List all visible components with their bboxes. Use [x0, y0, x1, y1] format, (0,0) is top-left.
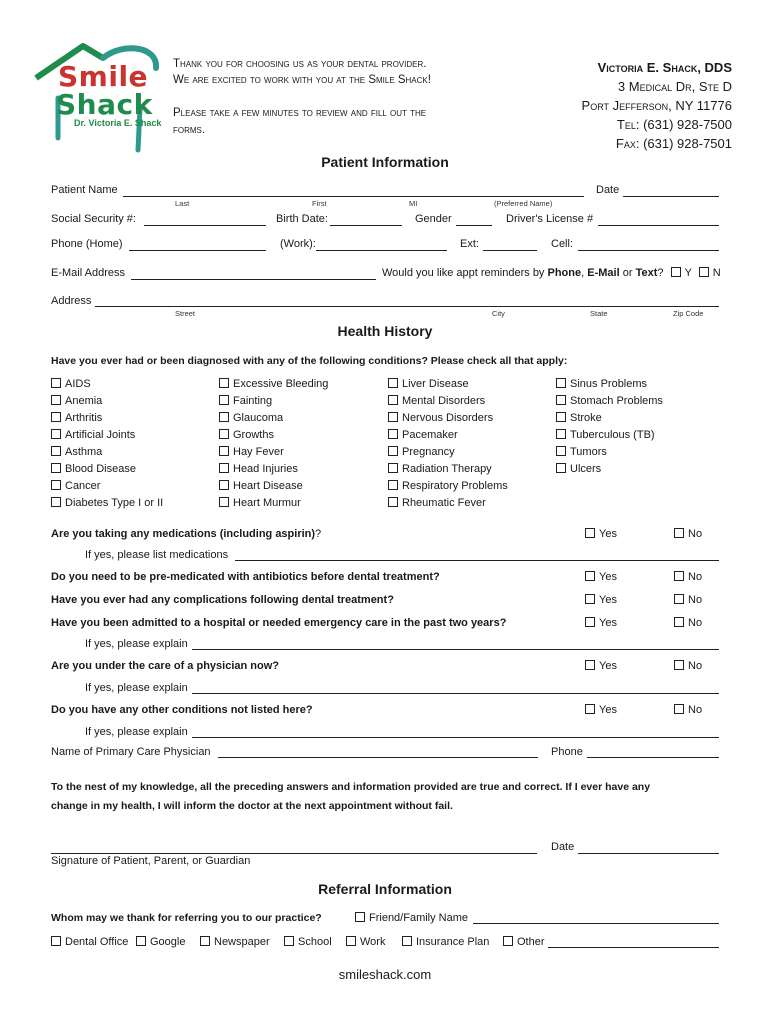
drivers-license-field[interactable]: [598, 225, 719, 226]
reminders-q: ?: [657, 267, 664, 279]
condition-option[interactable]: [219, 429, 274, 441]
premed-yes-option[interactable]: [585, 571, 617, 583]
reminders-yes-checkbox[interactable]: [671, 267, 681, 277]
reminders-no-label: N: [712, 267, 721, 279]
complications-question: Have you ever had any complications following dental treatment?: [51, 594, 394, 606]
condition-label: Stroke: [570, 412, 602, 424]
referral-newspaper-label: Newspaper: [214, 936, 270, 948]
condition-checkbox[interactable]: [51, 480, 61, 490]
physician-no-option[interactable]: [674, 660, 702, 672]
condition-label: Asthma: [65, 446, 103, 458]
condition-label: Glaucoma: [233, 412, 284, 424]
other-conditions-question: Do you have any other conditions not listed here?: [51, 704, 313, 716]
referral-heading: Referral Information: [318, 881, 452, 897]
condition-checkbox[interactable]: [556, 446, 566, 456]
referral-insurance-label: Insurance Plan: [416, 936, 490, 948]
condition-option[interactable]: [219, 395, 272, 407]
condition-option[interactable]: [388, 446, 455, 458]
reminders-or: or: [619, 267, 636, 279]
referral-dental-office-label: Dental Office: [65, 936, 129, 948]
physician-yes-option[interactable]: [585, 660, 617, 672]
condition-option[interactable]: [388, 378, 469, 390]
provider-fax: Fax: (631) 928-7501: [615, 136, 732, 151]
condition-option[interactable]: [556, 446, 607, 458]
physician-explain-label: If yes, please explain: [85, 682, 188, 694]
condition-option[interactable]: [556, 463, 601, 475]
condition-label: Arthritis: [65, 412, 103, 424]
referral-other-checkbox[interactable]: [503, 936, 513, 946]
logo-smile: Smile: [58, 60, 149, 93]
physician-phone-label: Phone: [551, 746, 583, 758]
condition-label: Respiratory Problems: [402, 480, 508, 492]
signature-field[interactable]: [51, 853, 537, 854]
other-no-option[interactable]: [674, 704, 702, 716]
mi-sublabel: MI: [409, 199, 418, 208]
phone-home-field[interactable]: [129, 250, 266, 251]
meds-yes-option[interactable]: [585, 528, 617, 540]
condition-checkbox[interactable]: [219, 395, 229, 405]
work-phone-label: (Work):: [280, 238, 316, 250]
condition-checkbox[interactable]: [219, 446, 229, 456]
other-explain-label: If yes, please explain: [85, 726, 188, 738]
condition-checkbox[interactable]: [388, 429, 398, 439]
hospital-explain-field[interactable]: [192, 649, 719, 650]
premed-no-option[interactable]: [674, 571, 702, 583]
logo-tagline: Dr. Victoria E. Shack: [74, 118, 162, 128]
ext-field[interactable]: [483, 250, 537, 251]
medications-question-mark: ?: [315, 528, 322, 540]
condition-checkbox[interactable]: [51, 412, 61, 422]
condition-option[interactable]: [219, 463, 298, 475]
complications-no-option[interactable]: [674, 594, 702, 606]
zip-sublabel: Zip Code: [673, 309, 704, 318]
other-no-checkbox[interactable]: [674, 704, 684, 714]
reminders-comma: ,: [581, 267, 588, 279]
condition-option[interactable]: [51, 480, 100, 492]
referral-google-label: Google: [150, 936, 186, 948]
physician-yes-checkbox[interactable]: [585, 660, 595, 670]
complications-no-checkbox[interactable]: [674, 594, 684, 604]
referral-work-option[interactable]: [346, 936, 385, 948]
condition-label: AIDS: [65, 378, 91, 390]
condition-label: Blood Disease: [65, 463, 136, 475]
physician-no-checkbox[interactable]: [674, 660, 684, 670]
condition-option[interactable]: [219, 497, 301, 509]
hospital-no-label: No: [688, 617, 703, 629]
physician-yes-label: Yes: [599, 660, 617, 672]
condition-option[interactable]: [219, 378, 328, 390]
other-explain-field[interactable]: [192, 737, 719, 738]
drivers-license-label: Driver's License #: [506, 213, 594, 225]
reminders-email: E-Mail: [587, 267, 620, 279]
other-no-label: No: [688, 704, 703, 716]
intro-line-3: Please take a few minutes to review and fill out the: [173, 107, 427, 119]
referral-friend-checkbox[interactable]: [355, 912, 365, 922]
condition-checkbox[interactable]: [219, 497, 229, 507]
address-field[interactable]: [95, 306, 719, 307]
gender-field[interactable]: [456, 225, 492, 226]
hospital-no-option[interactable]: [674, 617, 702, 629]
date-label: Date: [596, 184, 620, 196]
referral-other-option[interactable]: [503, 936, 545, 948]
physician-explain-field[interactable]: [192, 693, 719, 694]
condition-option[interactable]: [51, 378, 91, 390]
condition-option[interactable]: [556, 429, 655, 441]
complications-no-label: No: [688, 594, 703, 606]
meds-no-label: No: [688, 528, 703, 540]
provider-address-1: 3 Medical Dr, Ste D: [617, 79, 732, 94]
premed-no-checkbox[interactable]: [674, 571, 684, 581]
provider-block: [582, 58, 732, 153]
condition-checkbox[interactable]: [556, 395, 566, 405]
meds-list-field[interactable]: [235, 560, 719, 561]
logo: [28, 38, 168, 158]
condition-label: Cancer: [65, 480, 101, 492]
provider-name: Victoria E. Shack, DDS: [597, 60, 732, 75]
condition-option[interactable]: [219, 480, 303, 492]
state-sublabel: State: [590, 309, 608, 318]
phone-home-label: Phone (Home): [51, 238, 123, 250]
condition-option[interactable]: [388, 497, 486, 509]
condition-label: Excessive Bleeding: [233, 378, 329, 390]
gender-label: Gender: [415, 213, 452, 225]
patient-info-heading: Patient Information: [321, 154, 449, 170]
condition-label: Heart Murmur: [233, 497, 301, 509]
condition-checkbox[interactable]: [556, 429, 566, 439]
other-yes-option[interactable]: [585, 704, 617, 716]
email-field[interactable]: [131, 279, 376, 280]
cell-field[interactable]: [578, 250, 719, 251]
condition-label: Growths: [233, 429, 274, 441]
hospital-yes-label: Yes: [599, 617, 617, 629]
condition-option[interactable]: [556, 395, 663, 407]
condition-checkbox[interactable]: [388, 395, 398, 405]
condition-checkbox[interactable]: [51, 378, 61, 388]
ssn-field[interactable]: [144, 225, 266, 226]
work-phone-field[interactable]: [316, 250, 447, 251]
intro-line-1: Thank you for choosing us as your dental provider.: [173, 58, 427, 70]
premed-yes-checkbox[interactable]: [585, 571, 595, 581]
patient-name-label: Patient Name: [51, 184, 118, 196]
condition-option[interactable]: [388, 463, 492, 475]
condition-option[interactable]: [388, 412, 493, 424]
intro-line-2: We are excited to work with you at the Smile Shack!: [173, 74, 431, 86]
referral-other-label: Other: [517, 936, 545, 948]
referral-school-checkbox[interactable]: [284, 936, 294, 946]
reminders-phone: Phone: [547, 267, 582, 279]
referral-friend-field[interactable]: [473, 923, 719, 924]
meds-no-option[interactable]: [674, 528, 702, 540]
condition-checkbox[interactable]: [388, 480, 398, 490]
last-sublabel: Last: [175, 199, 190, 208]
meds-list-label: If yes, please list medications: [85, 549, 229, 561]
email-label: E-Mail Address: [51, 267, 125, 279]
reminders-text: Text: [635, 267, 658, 279]
condition-checkbox[interactable]: [51, 429, 61, 439]
ssn-label: Social Security #:: [51, 213, 136, 225]
condition-checkbox[interactable]: [219, 429, 229, 439]
footer-website[interactable]: smileshack.com: [338, 967, 432, 982]
condition-option[interactable]: [219, 446, 284, 458]
condition-label: Stomach Problems: [570, 395, 663, 407]
condition-label: Tuberculous (TB): [570, 429, 655, 441]
premed-yes-label: Yes: [599, 571, 617, 583]
condition-option[interactable]: [388, 429, 458, 441]
meds-yes-checkbox[interactable]: [585, 528, 595, 538]
physician-question: Are you under the care of a physician now?: [51, 660, 279, 672]
condition-checkbox[interactable]: [388, 463, 398, 473]
referral-work-label: Work: [360, 936, 386, 948]
referral-friend-option[interactable]: [355, 912, 468, 924]
condition-checkbox[interactable]: [388, 497, 398, 507]
health-history-heading: Health History: [337, 323, 433, 339]
condition-checkbox[interactable]: [219, 463, 229, 473]
street-sublabel: Street: [175, 309, 196, 318]
provider-address-2: Port Jefferson, NY 11776: [581, 98, 732, 113]
complications-yes-option[interactable]: [585, 594, 617, 606]
hospital-question: Have you been admitted to a hospital or needed emergency care in the past two years?: [51, 617, 507, 629]
other-yes-checkbox[interactable]: [585, 704, 595, 714]
condition-checkbox[interactable]: [51, 497, 61, 507]
condition-label: Head Injuries: [233, 463, 298, 475]
condition-label: Hay Fever: [233, 446, 284, 458]
condition-label: Diabetes Type I or II: [65, 497, 164, 509]
condition-checkbox[interactable]: [388, 412, 398, 422]
attestation-line-2: change in my health, I will inform the doctor at the next appointment without fail.: [51, 800, 453, 812]
meds-yes-label: Yes: [599, 528, 617, 540]
referral-newspaper-option[interactable]: [200, 936, 270, 948]
reminders-question: [382, 267, 721, 279]
condition-label: Heart Disease: [233, 480, 303, 492]
condition-checkbox[interactable]: [556, 463, 566, 473]
signature-label: Signature of Patient, Parent, or Guardian: [51, 855, 251, 867]
ext-label: Ext:: [460, 238, 479, 250]
reminders-no-checkbox[interactable]: [699, 267, 709, 277]
referral-other-field[interactable]: [548, 947, 719, 948]
signature-date-label: Date: [551, 841, 575, 853]
condition-label: Pacemaker: [402, 429, 458, 441]
reminders-prefix: Would you like appt reminders by: [382, 267, 548, 279]
complications-yes-label: Yes: [599, 594, 617, 606]
physician-no-label: No: [688, 660, 703, 672]
condition-option[interactable]: [388, 480, 508, 492]
intro-line-4: forms.: [173, 124, 206, 136]
referral-newspaper-checkbox[interactable]: [200, 936, 210, 946]
condition-label: Mental Disorders: [402, 395, 486, 407]
referral-school-label: School: [298, 936, 332, 948]
patient-name-field[interactable]: [123, 196, 584, 197]
premed-question: Do you need to be pre-medicated with antibiotics before dental treatment?: [51, 571, 440, 583]
signature-date-field[interactable]: [578, 853, 719, 854]
city-sublabel: City: [492, 309, 505, 318]
date-field[interactable]: [623, 196, 719, 197]
medications-question-text: Are you taking any medications (including aspirin): [51, 528, 316, 540]
condition-label: Pregnancy: [402, 446, 455, 458]
condition-option[interactable]: [51, 446, 102, 458]
referral-friend-label: Friend/Family Name: [369, 912, 469, 924]
condition-checkbox[interactable]: [219, 480, 229, 490]
condition-option[interactable]: [51, 412, 102, 424]
provider-tel: Tel: (631) 928-7500: [616, 117, 732, 132]
primary-physician-field[interactable]: [218, 757, 538, 758]
cell-label: Cell:: [551, 238, 574, 250]
referral-google-option[interactable]: [136, 936, 185, 948]
condition-checkbox[interactable]: [388, 446, 398, 456]
condition-label: Nervous Disorders: [402, 412, 494, 424]
complications-yes-checkbox[interactable]: [585, 594, 595, 604]
address-label: Address: [51, 295, 92, 307]
hospital-yes-option[interactable]: [585, 617, 617, 629]
condition-label: Radiation Therapy: [402, 463, 492, 475]
condition-option[interactable]: [51, 463, 136, 475]
hospital-explain-label: If yes, please explain: [85, 638, 188, 650]
birth-date-label: Birth Date:: [276, 213, 328, 225]
condition-option[interactable]: [51, 429, 135, 441]
condition-checkbox[interactable]: [51, 446, 61, 456]
premed-no-label: No: [688, 571, 703, 583]
birth-date-field[interactable]: [330, 225, 402, 226]
meds-no-checkbox[interactable]: [674, 528, 684, 538]
condition-label: Rheumatic Fever: [402, 497, 486, 509]
condition-label: Anemia: [65, 395, 103, 407]
referral-dental-office-checkbox[interactable]: [51, 936, 61, 946]
reminders-yes-label: Y: [684, 267, 692, 279]
conditions-question: Have you ever had or been diagnosed with any of the following conditions? Please check all that apply:: [51, 355, 568, 367]
referral-dental-office-option[interactable]: [51, 936, 128, 948]
condition-checkbox[interactable]: [51, 463, 61, 473]
primary-physician-label: Name of Primary Care Physician: [51, 746, 211, 758]
condition-option[interactable]: [51, 497, 163, 509]
referral-insurance-checkbox[interactable]: [402, 936, 412, 946]
hospital-yes-checkbox[interactable]: [585, 617, 595, 627]
condition-label: Fainting: [233, 395, 273, 407]
condition-option[interactable]: [219, 412, 283, 424]
referral-insurance-option[interactable]: [402, 936, 489, 948]
hospital-no-checkbox[interactable]: [674, 617, 684, 627]
condition-checkbox[interactable]: [556, 412, 566, 422]
condition-option[interactable]: [51, 395, 102, 407]
referral-question: Whom may we thank for referring you to our practice?: [51, 912, 322, 924]
condition-option[interactable]: [556, 412, 602, 424]
condition-checkbox[interactable]: [556, 378, 566, 388]
condition-checkbox[interactable]: [219, 412, 229, 422]
condition-label: Tumors: [570, 446, 607, 458]
referral-school-option[interactable]: [284, 936, 332, 948]
other-yes-label: Yes: [599, 704, 617, 716]
condition-checkbox[interactable]: [51, 395, 61, 405]
condition-checkbox[interactable]: [219, 378, 229, 388]
condition-label: Ulcers: [570, 463, 602, 475]
referral-work-checkbox[interactable]: [346, 936, 356, 946]
first-sublabel: First: [312, 199, 327, 208]
medications-question: [51, 528, 321, 540]
logo-shack: Shack: [56, 88, 153, 121]
referral-google-checkbox[interactable]: [136, 936, 146, 946]
preferred-sublabel: (Preferred Name): [494, 199, 553, 208]
attestation-line-1: To the nest of my knowledge, all the preceding answers and information provided are true and correct. If I ever have any: [51, 781, 651, 793]
physician-phone-field[interactable]: [587, 757, 719, 758]
condition-option[interactable]: [388, 395, 485, 407]
condition-checkbox[interactable]: [388, 378, 398, 388]
condition-option[interactable]: [556, 378, 647, 390]
condition-label: Artificial Joints: [65, 429, 136, 441]
condition-label: Sinus Problems: [570, 378, 648, 390]
condition-label: Liver Disease: [402, 378, 469, 390]
